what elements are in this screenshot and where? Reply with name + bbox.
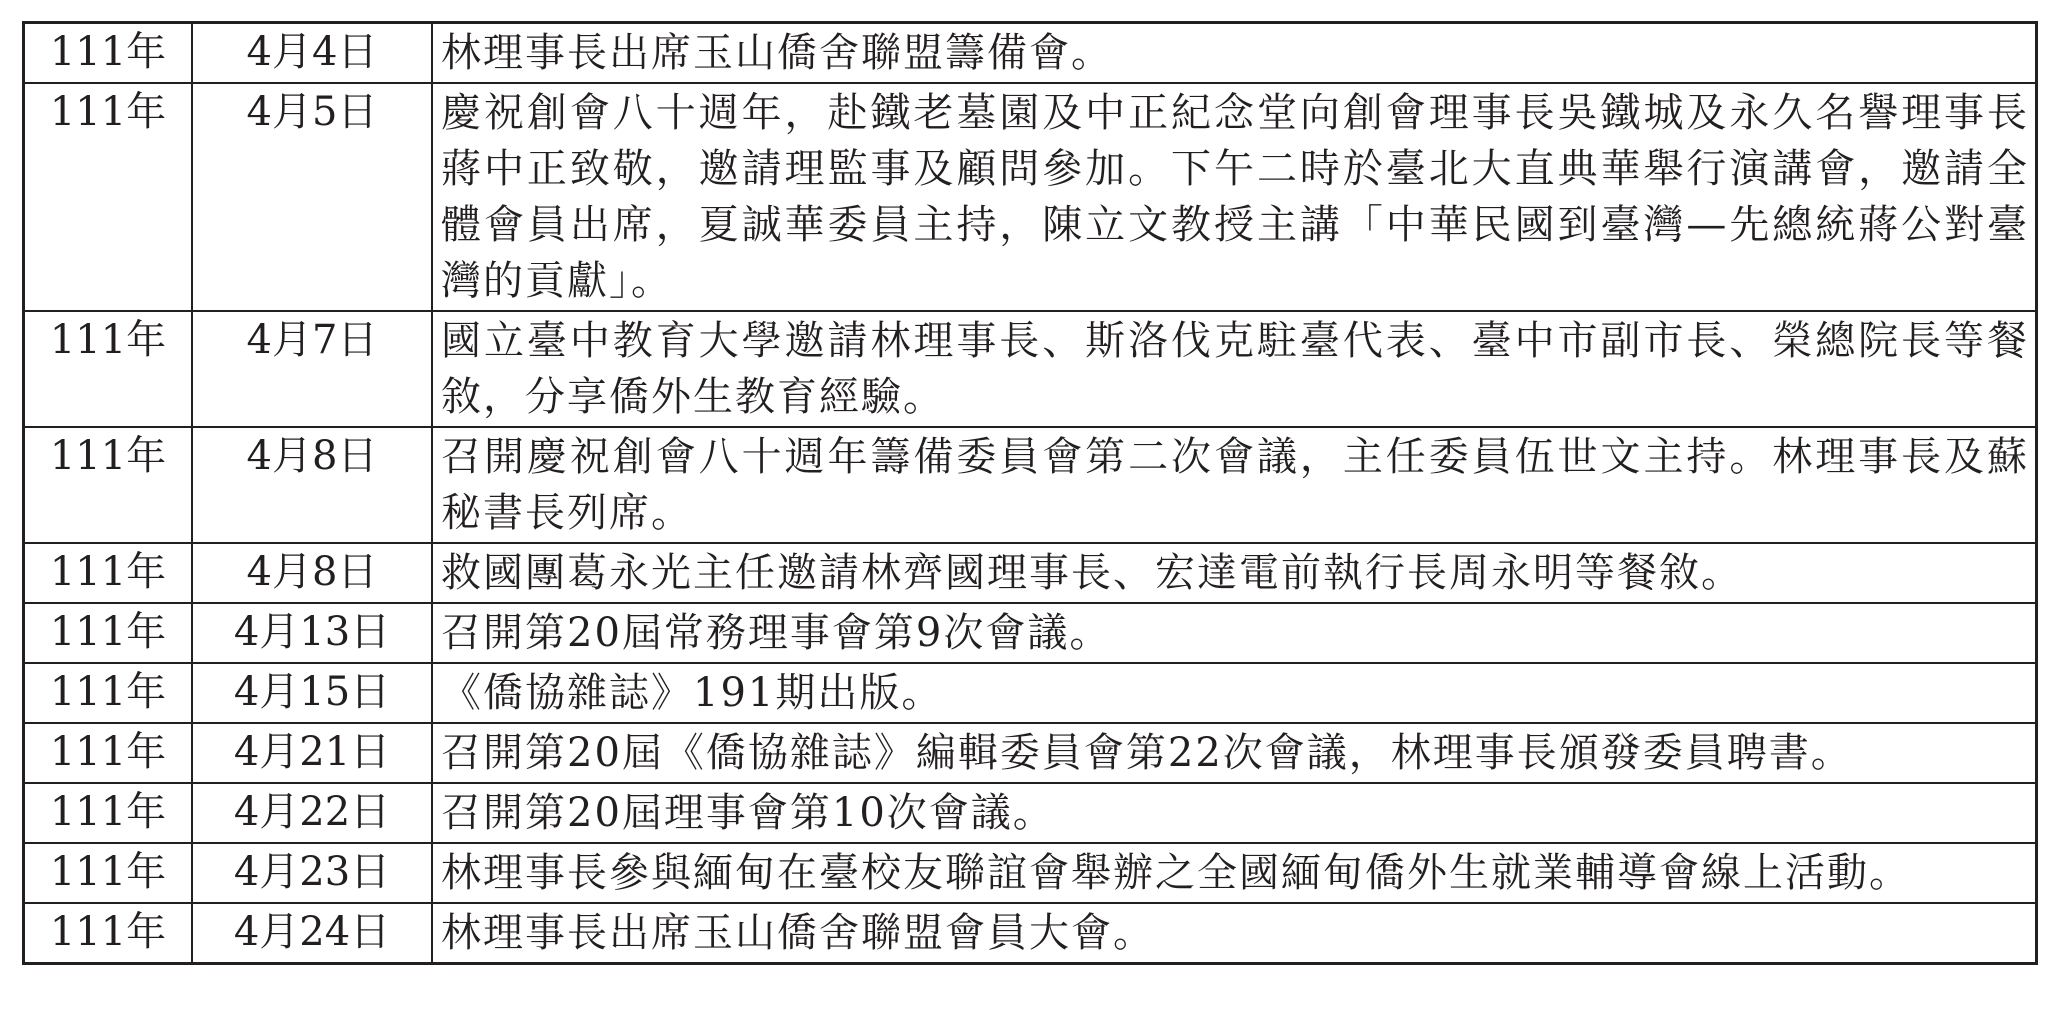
year-cell: 111年 [24, 663, 193, 723]
date-cell: 4月21日 [192, 723, 432, 783]
date-cell: 4月15日 [192, 663, 432, 723]
event-cell: 慶祝創會八十週年，赴鐵老墓園及中正紀念堂向創會理事長吳鐵城及永久名譽理事長蔣中正致敬，邀請理監事及顧問參加。下午二時於臺北大直典華舉行演講會，邀請全體會員出席，夏誠華委員主持，陳立文教授主講「中華民國到臺灣—先總統蔣公對臺灣的貢獻」。 [432, 83, 2037, 311]
date-cell: 4月22日 [192, 783, 432, 843]
year-cell: 111年 [24, 427, 193, 543]
table-row [24, 311, 2037, 427]
date-cell: 4月7日 [192, 311, 432, 427]
event-cell: 《僑協雜誌》191期出版。 [432, 663, 2037, 723]
table-row [24, 903, 2037, 964]
year-cell: 111年 [24, 83, 193, 311]
year-cell: 111年 [24, 603, 193, 663]
year-cell: 111年 [24, 723, 193, 783]
table-row [24, 663, 2037, 723]
date-cell: 4月23日 [192, 843, 432, 903]
event-cell: 召開第20屆《僑協雜誌》編輯委員會第22次會議，林理事長頒發委員聘書。 [432, 723, 2037, 783]
date-cell: 4月24日 [192, 903, 432, 964]
table-row [24, 843, 2037, 903]
year-cell: 111年 [24, 843, 193, 903]
event-cell: 國立臺中教育大學邀請林理事長、斯洛伐克駐臺代表、臺中市副市長、榮總院長等餐敘，分享僑外生教育經驗。 [432, 311, 2037, 427]
year-cell: 111年 [24, 903, 193, 964]
date-cell: 4月8日 [192, 543, 432, 603]
table-row [24, 603, 2037, 663]
year-cell: 111年 [24, 543, 193, 603]
table-row [24, 543, 2037, 603]
table-row [24, 83, 2037, 311]
table-row [24, 723, 2037, 783]
year-cell: 111年 [24, 311, 193, 427]
table-row [24, 783, 2037, 843]
chronicle-table-body [24, 23, 2037, 964]
year-cell: 111年 [24, 23, 193, 84]
date-cell: 4月13日 [192, 603, 432, 663]
event-cell: 召開第20屆理事會第10次會議。 [432, 783, 2037, 843]
event-cell: 林理事長參與緬甸在臺校友聯誼會舉辦之全國緬甸僑外生就業輔導會線上活動。 [432, 843, 2037, 903]
event-cell: 召開慶祝創會八十週年籌備委員會第二次會議，主任委員伍世文主持。林理事長及蘇秘書長列席。 [432, 427, 2037, 543]
event-cell: 救國團葛永光主任邀請林齊國理事長、宏達電前執行長周永明等餐敘。 [432, 543, 2037, 603]
date-cell: 4月5日 [192, 83, 432, 311]
table-row [24, 23, 2037, 84]
event-cell: 召開第20屆常務理事會第9次會議。 [432, 603, 2037, 663]
event-cell: 林理事長出席玉山僑舍聯盟會員大會。 [432, 903, 2037, 964]
table-row [24, 427, 2037, 543]
date-cell: 4月4日 [192, 23, 432, 84]
chronicle-table [22, 21, 2038, 965]
event-cell: 林理事長出席玉山僑舍聯盟籌備會。 [432, 23, 2037, 84]
year-cell: 111年 [24, 783, 193, 843]
date-cell: 4月8日 [192, 427, 432, 543]
